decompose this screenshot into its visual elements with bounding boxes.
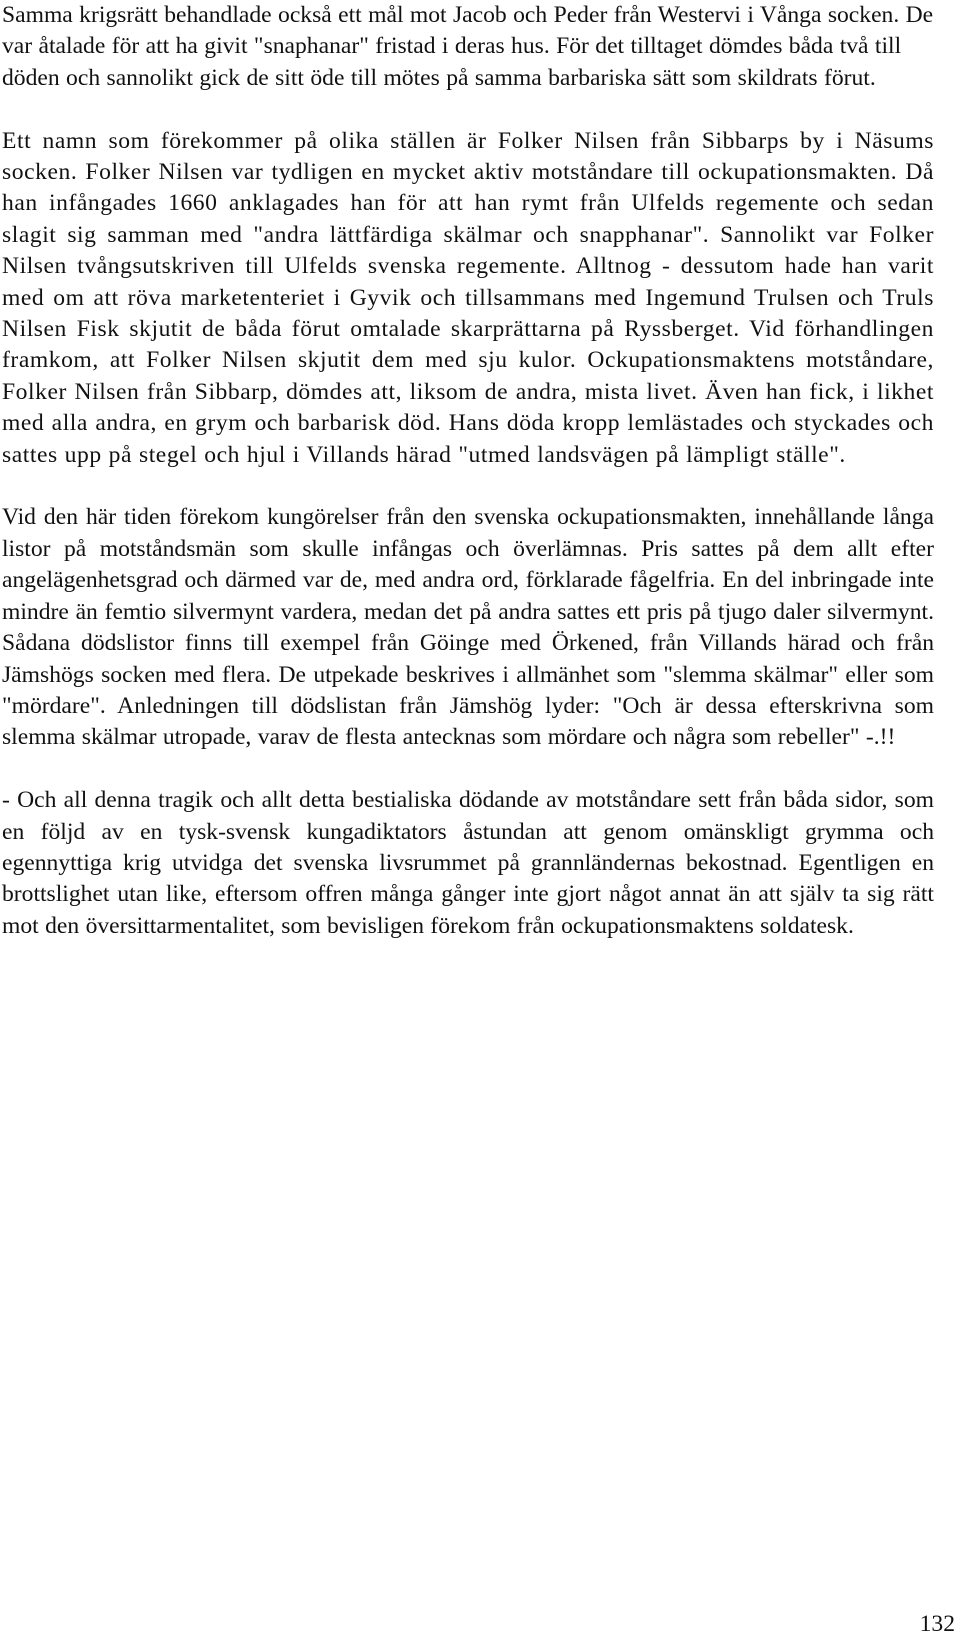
paragraph-death-lists: Vid den här tiden förekom kungörelser från den svenska ockupationsmakten, innehållande långa listor på motståndsmän som skulle infångas och överlämnas. Pris sattes på dem allt efter angelägenhetsgrad och därmed var de, med andra ord, förklarade fågelfria. En del inbringade inte mindre än femtio silvermynt vardera, medan det på andra sattes ett pris på tjugo daler silvermynt. Sådana dödslistor finns till exempel från Göinge med Örkened, från Villands härad och från Jämshögs socken med flera. De utpekade beskrives i allmänhet som "slemma skälmar" eller som "mördare". Anledningen till dödslistan från Jämshög lyder: "Och är dessa efterskrivna som slemma skälmar utropade, varav de flesta antecknas som mördare och några som rebeller" -.!!: [2, 504, 934, 751]
paragraph-tragedy-conclusion: - Och all denna tragik och allt detta bestialiska dödande av motståndare sett från båda sidor, som en följd av en tysk-svensk kungadiktators åstundan att genom omänskligt grymma och egennyttiga krig utvidga det svenska livsrummet på grannländernas bekostnad. Egentligen en brottslighet utan like, eftersom offren många gånger inte gjort något annat än att själv ta sig rätt mot den översittarmentalitet, som bevisligen förekom från ockupationsmaktens soldatesk.: [2, 787, 934, 939]
paragraph-court-martial-westervi: Samma krigsrätt behandlade också ett mål mot Jacob och Peder från Westervi i Vånga socken. De var åtalade för att ha givit "snaphanar" fristad i deras hus. För det tilltaget dömdes båda två till döden och sannolikt gick de sitt öde till mötes på samma barbariska sätt som skildrats förut.: [2, 2, 934, 91]
paragraph-folker-nilsen: Ett namn som förekommer på olika ställen är Folker Nilsen från Sibbarps by i Näsums socken. Folker Nilsen var tydligen en mycket aktiv motståndare till ockupationsmakten. Då han infångades 1660 anklagades han för att han rymt från Ulfelds regemente och sedan slagit sig samman med "andra lättfärdiga skälmar och snapphanar". Sannolikt var Folker Nilsen tvångsutskriven till Ulfelds svenska regemente. Alltnog - dessutom hade han varit med om att röva marketenteriet i Gyvik och tillsammans med Ingemund Trulsen och Truls Nilsen Fisk skjutit de båda förut omtalade skarprättarna på Ryssberget. Vid förhandlingen framkom, att Folker Nilsen skjutit dem med sju kulor. Ockupationsmaktens motståndare, Folker Nilsen från Sibbarp, dömdes att, liksom de andra, mista livet. Även han fick, i likhet med alla andra, en grym och barbarisk död. Hans döda kropp lemlästades och styckades och sattes upp på stegel och hjul i Villands härad "utmed landsvägen på lämpligt ställe".: [2, 127, 934, 468]
page-number: 132: [919, 1611, 955, 1637]
